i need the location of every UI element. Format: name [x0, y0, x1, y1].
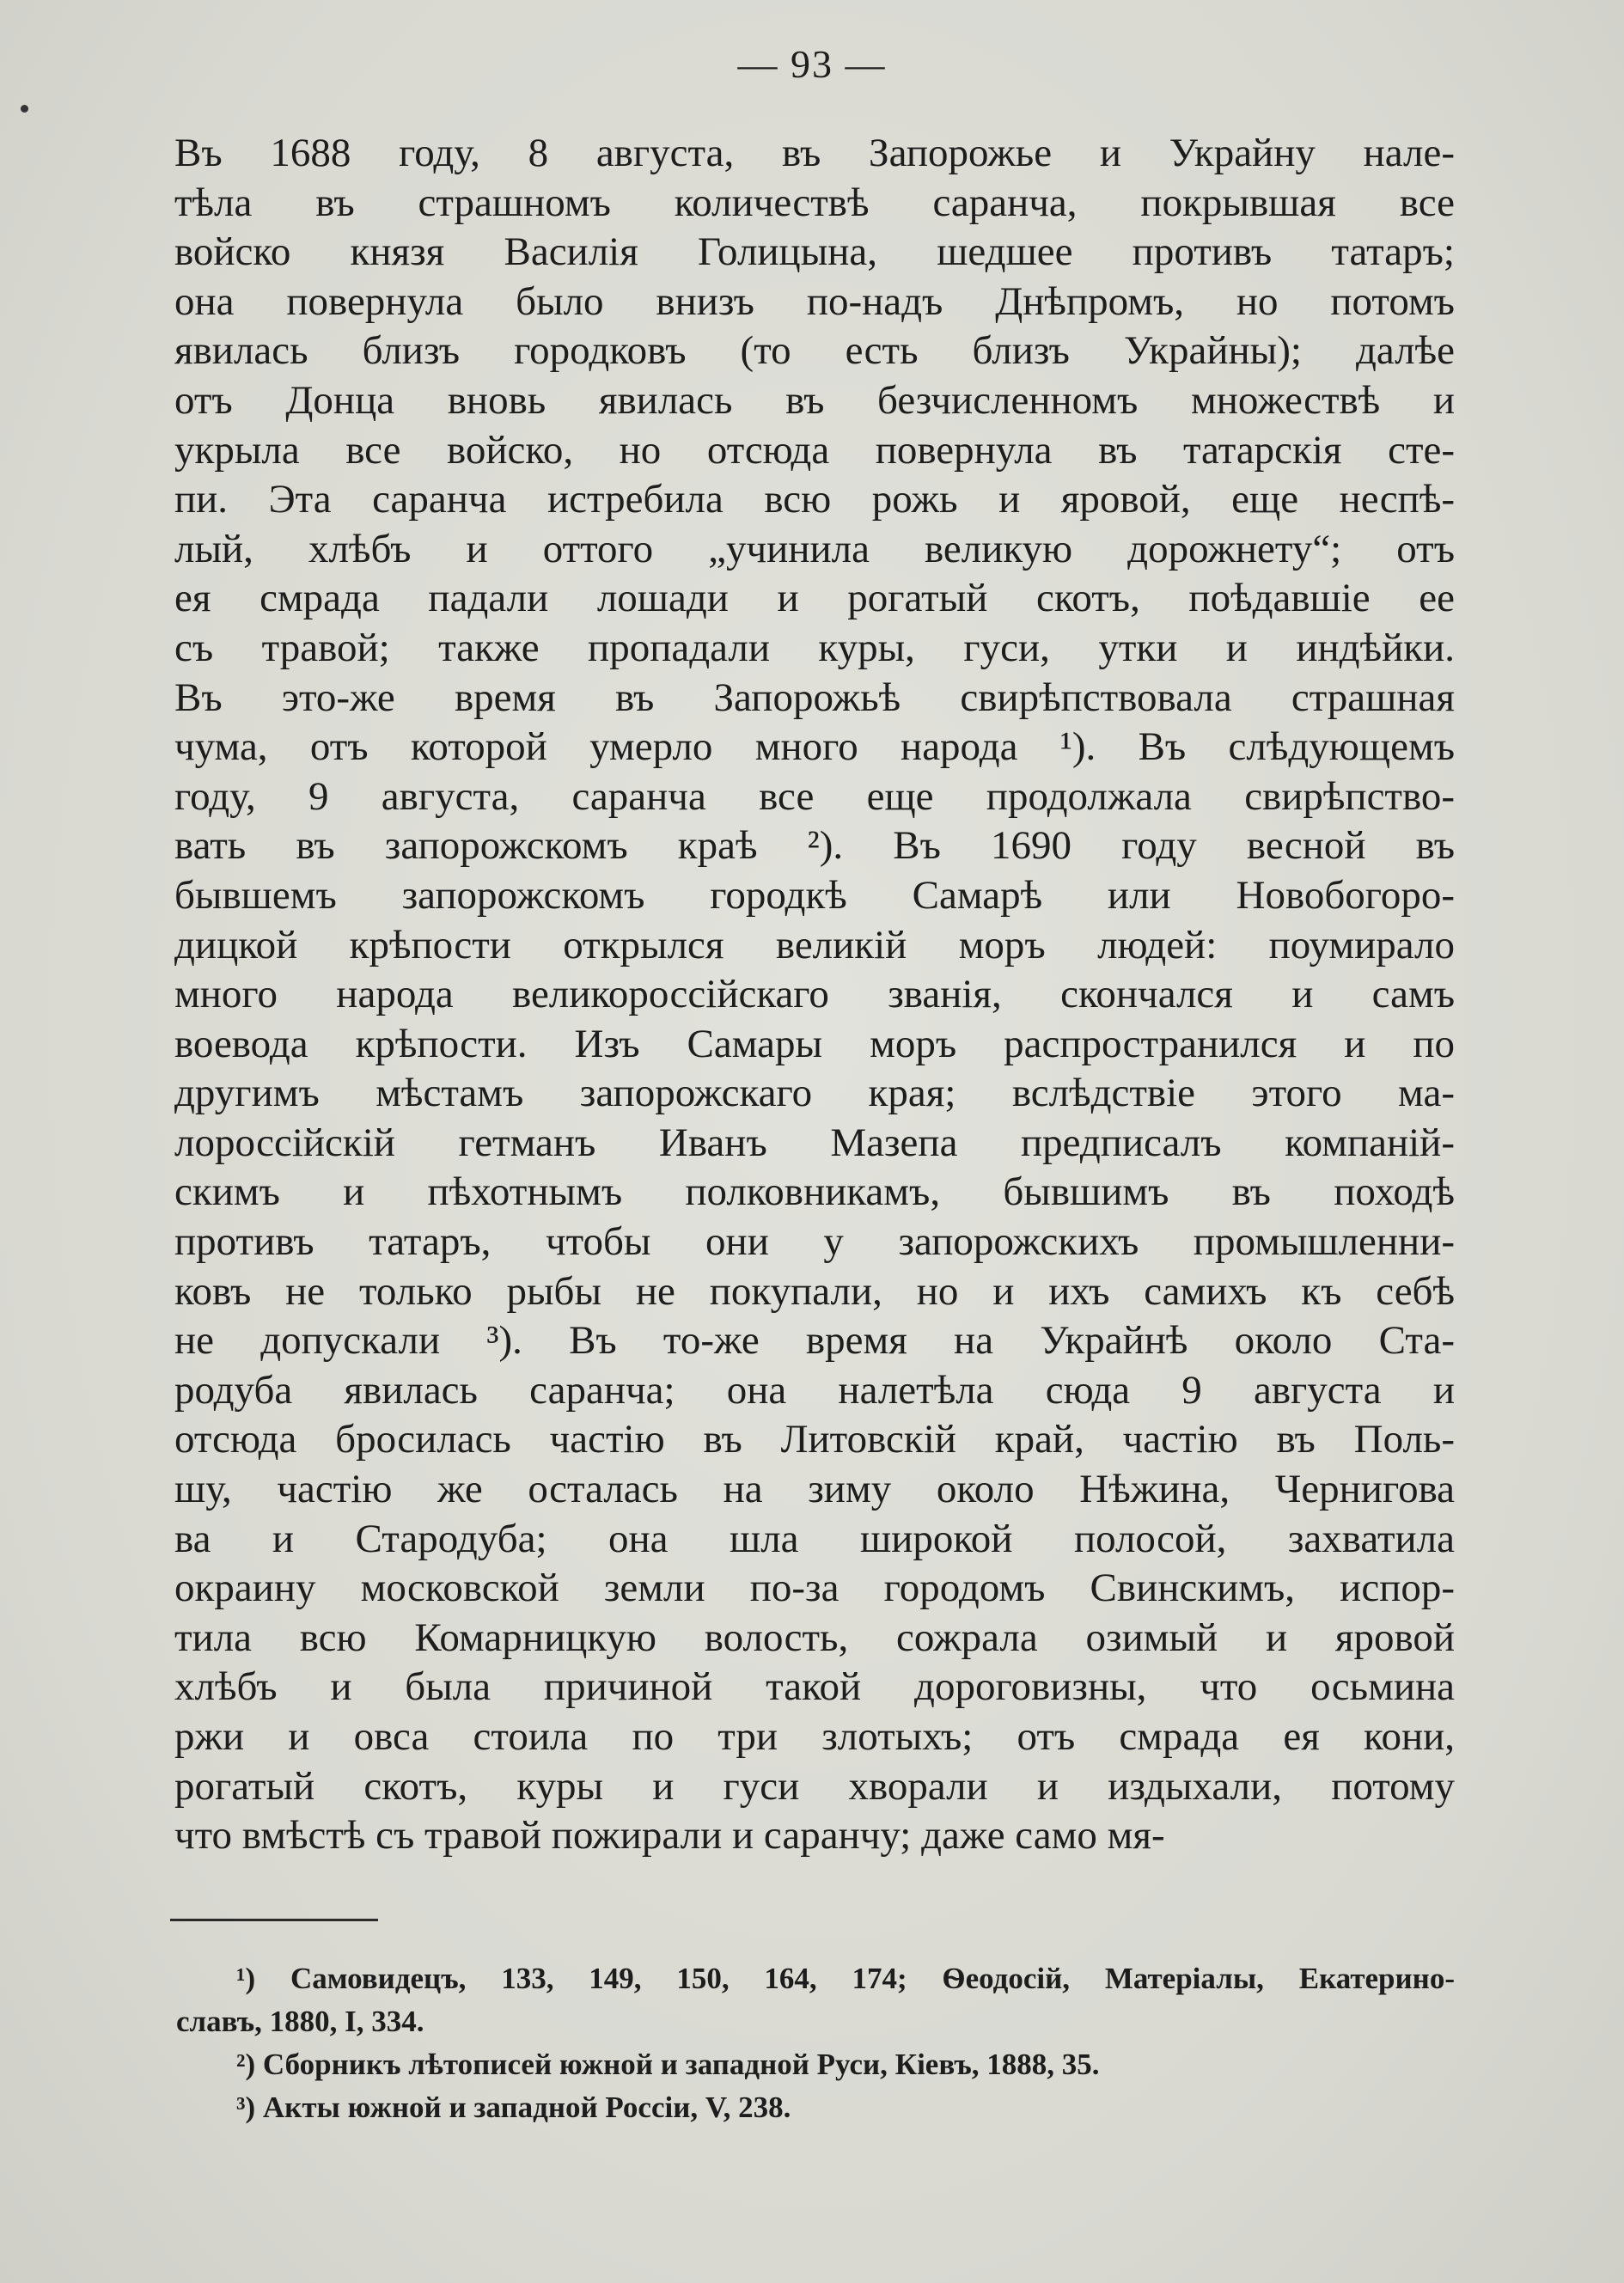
text-line: много народа великороссійскаго званія, скончался и самъ — [174, 972, 1455, 1017]
text-line: скимъ и пѣхотнымъ полковникамъ, бывшимъ въ походѣ — [174, 1169, 1455, 1215]
text-line: году, 9 августа, саранча все еще продолжала свирѣпство- — [174, 773, 1455, 819]
text-line: ва и Стародуба; она шла широкой полосой, захватила — [174, 1516, 1455, 1561]
footnote-3: ³) Акты южной и западной Россіи, V, 238. — [236, 2091, 791, 2124]
text-line: чума, отъ которой умерло много народа ¹). Въ слѣдующемъ — [174, 724, 1455, 770]
ink-speck — [21, 105, 28, 113]
text-line: бывшемъ запорожскомъ городкѣ Самарѣ или Новобогоро- — [174, 872, 1455, 918]
text-line: ея смрада падали лошади и рогатый скотъ, поѣдавшіе ее — [174, 576, 1455, 621]
text-line: не допускали ³). Въ то-же время на Украйнѣ около Ста- — [174, 1318, 1455, 1364]
text-line: отсюда бросилась частію въ Литовскій край, частію въ Поль- — [174, 1417, 1455, 1462]
text-line: вать въ запорожскомъ краѣ ²). Въ 1690 году весной въ — [174, 823, 1455, 869]
text-line: шу, частію же осталась на зиму около Нѣжина, Чернигова — [174, 1467, 1455, 1512]
text-line: Въ 1688 году, 8 августа, въ Запорожье и Украйну нале- — [174, 131, 1455, 175]
page-number: — 93 — — [737, 42, 887, 86]
footnote-2: ²) Сборникъ лѣтописей южной и западной Руси, Кіевъ, 1888, 35. — [236, 2048, 1100, 2081]
text-line: противъ татаръ, чтобы они у запорожскихъ промышленни- — [174, 1219, 1455, 1265]
footnote-1-continued: славъ, 1880, I, 334. — [176, 2005, 424, 2038]
text-line: родуба явилась саранча; она налетѣла сюда 9 августа и — [174, 1367, 1455, 1413]
text-line: ковъ не только рыбы не покупали, но и ихъ самихъ къ себѣ — [174, 1268, 1455, 1314]
text-line: пи. Эта саранча истребила всю рожь и яровой, еще неспѣ- — [174, 477, 1455, 522]
text-line: другимъ мѣстамъ запорожскаго края; вслѣдствіе этого ма- — [174, 1071, 1455, 1116]
text-line: войско князя Василія Голицына, шедшее противъ татаръ; — [174, 229, 1455, 275]
text-line: рогатый скотъ, куры и гуси хворали и издыхали, потому — [174, 1763, 1455, 1809]
text-line: Въ это-же время въ Запорожьѣ свирѣпствовала страшная — [174, 675, 1455, 720]
footnotes — [176, 1957, 1455, 2129]
footnote-divider — [170, 1919, 378, 1921]
text-line: окраину московской земли по-за городомъ Свинскимъ, испор- — [174, 1566, 1455, 1611]
text-line: что вмѣстѣ съ травой пожирали и саранчу; даже само мя- — [174, 1813, 1165, 1859]
text-line: хлѣбъ и была причиной такой дороговизны, что осьмина — [174, 1664, 1455, 1710]
text-line: явилась близъ городковъ (то есть близъ Украйны); далѣе — [174, 328, 1455, 374]
text-line: она повернула было внизъ по-надъ Днѣпромъ, но потомъ — [174, 278, 1455, 324]
text-line: укрыла все войско, но отсюда повернула въ татарскія сте- — [174, 427, 1455, 473]
footnote-1: ¹) Самовидецъ, 133, 149, 150, 164, 174; Ѳеодосій, Матеріалы, Екатерино- — [236, 1962, 1455, 1995]
text-line: лороссійскій гетманъ Иванъ Мазепа предписалъ компаній- — [174, 1120, 1455, 1165]
text-line: воевода крѣпости. Изъ Самары моръ распространился и по — [174, 1021, 1455, 1066]
text-line: тила всю Комарницкую волость, сожрала озимый и яровой — [174, 1615, 1455, 1660]
text-line: тѣла въ страшномъ количествѣ саранча, покрывшая все — [174, 180, 1455, 225]
text-line: ржи и овса стоила по три злотыхъ; отъ смрада ея кони, — [174, 1714, 1455, 1759]
text-line: дицкой крѣпости открылся великій моръ людей: поумирало — [174, 922, 1455, 968]
text-line: лый, хлѣбъ и оттого „учинила великую дорожнету“; отъ — [174, 526, 1455, 571]
main-text — [174, 129, 1455, 1861]
text-line: съ травой; также пропадали куры, гуси, утки и индѣйки. — [174, 625, 1455, 670]
text-line: отъ Донца вновь явилась въ безчисленномъ множествѣ и — [174, 377, 1455, 423]
